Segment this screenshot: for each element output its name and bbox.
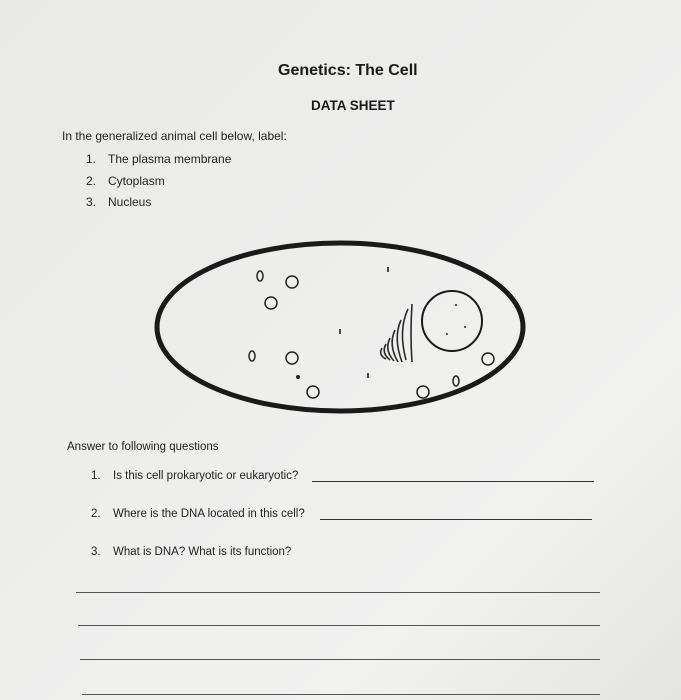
answers-heading: Answer to following questions xyxy=(67,441,219,453)
nucleolus-dot xyxy=(446,333,448,335)
label-item-number: 1. xyxy=(86,152,97,166)
answer-line[interactable] xyxy=(82,694,600,695)
question-text: Is this cell prokaryotic or eukaryotic? xyxy=(113,470,299,482)
label-item-nucleus xyxy=(86,195,151,209)
animal-cell-diagram xyxy=(150,234,530,424)
label-item-text: Cytoplasm xyxy=(108,174,165,188)
cell-membrane xyxy=(157,243,523,411)
label-item-number: 3. xyxy=(86,195,97,209)
question-2 xyxy=(91,508,305,520)
label-item-plasma-membrane xyxy=(86,152,231,166)
answer-blank-2[interactable] xyxy=(320,519,592,520)
label-item-text: The plasma membrane xyxy=(108,152,232,166)
page-title: Genetics: The Cell xyxy=(278,62,418,79)
vesicles xyxy=(249,271,494,398)
nucleolus-dot xyxy=(464,326,466,328)
granules xyxy=(297,267,388,378)
question-1 xyxy=(91,470,298,482)
question-number: 3. xyxy=(91,546,101,558)
nucleolus-dot xyxy=(455,304,457,306)
question-number: 2. xyxy=(91,508,101,520)
label-item-number: 2. xyxy=(86,174,97,188)
answer-line[interactable] xyxy=(76,592,600,593)
golgi-apparatus xyxy=(381,304,412,362)
nucleus xyxy=(422,291,482,351)
question-text: What is DNA? What is its function? xyxy=(113,546,292,558)
label-instruction: In the generalized animal cell below, label: xyxy=(62,129,287,143)
question-number: 1. xyxy=(91,470,101,482)
page-subtitle: DATA SHEET xyxy=(311,98,395,113)
question-text: Where is the DNA located in this cell? xyxy=(113,508,305,520)
label-item-text: Nucleus xyxy=(108,195,152,209)
answer-line[interactable] xyxy=(78,625,600,626)
answer-line[interactable] xyxy=(80,659,600,660)
label-item-cytoplasm xyxy=(86,174,165,188)
answer-blank-1[interactable] xyxy=(312,481,594,482)
question-3 xyxy=(91,546,291,558)
